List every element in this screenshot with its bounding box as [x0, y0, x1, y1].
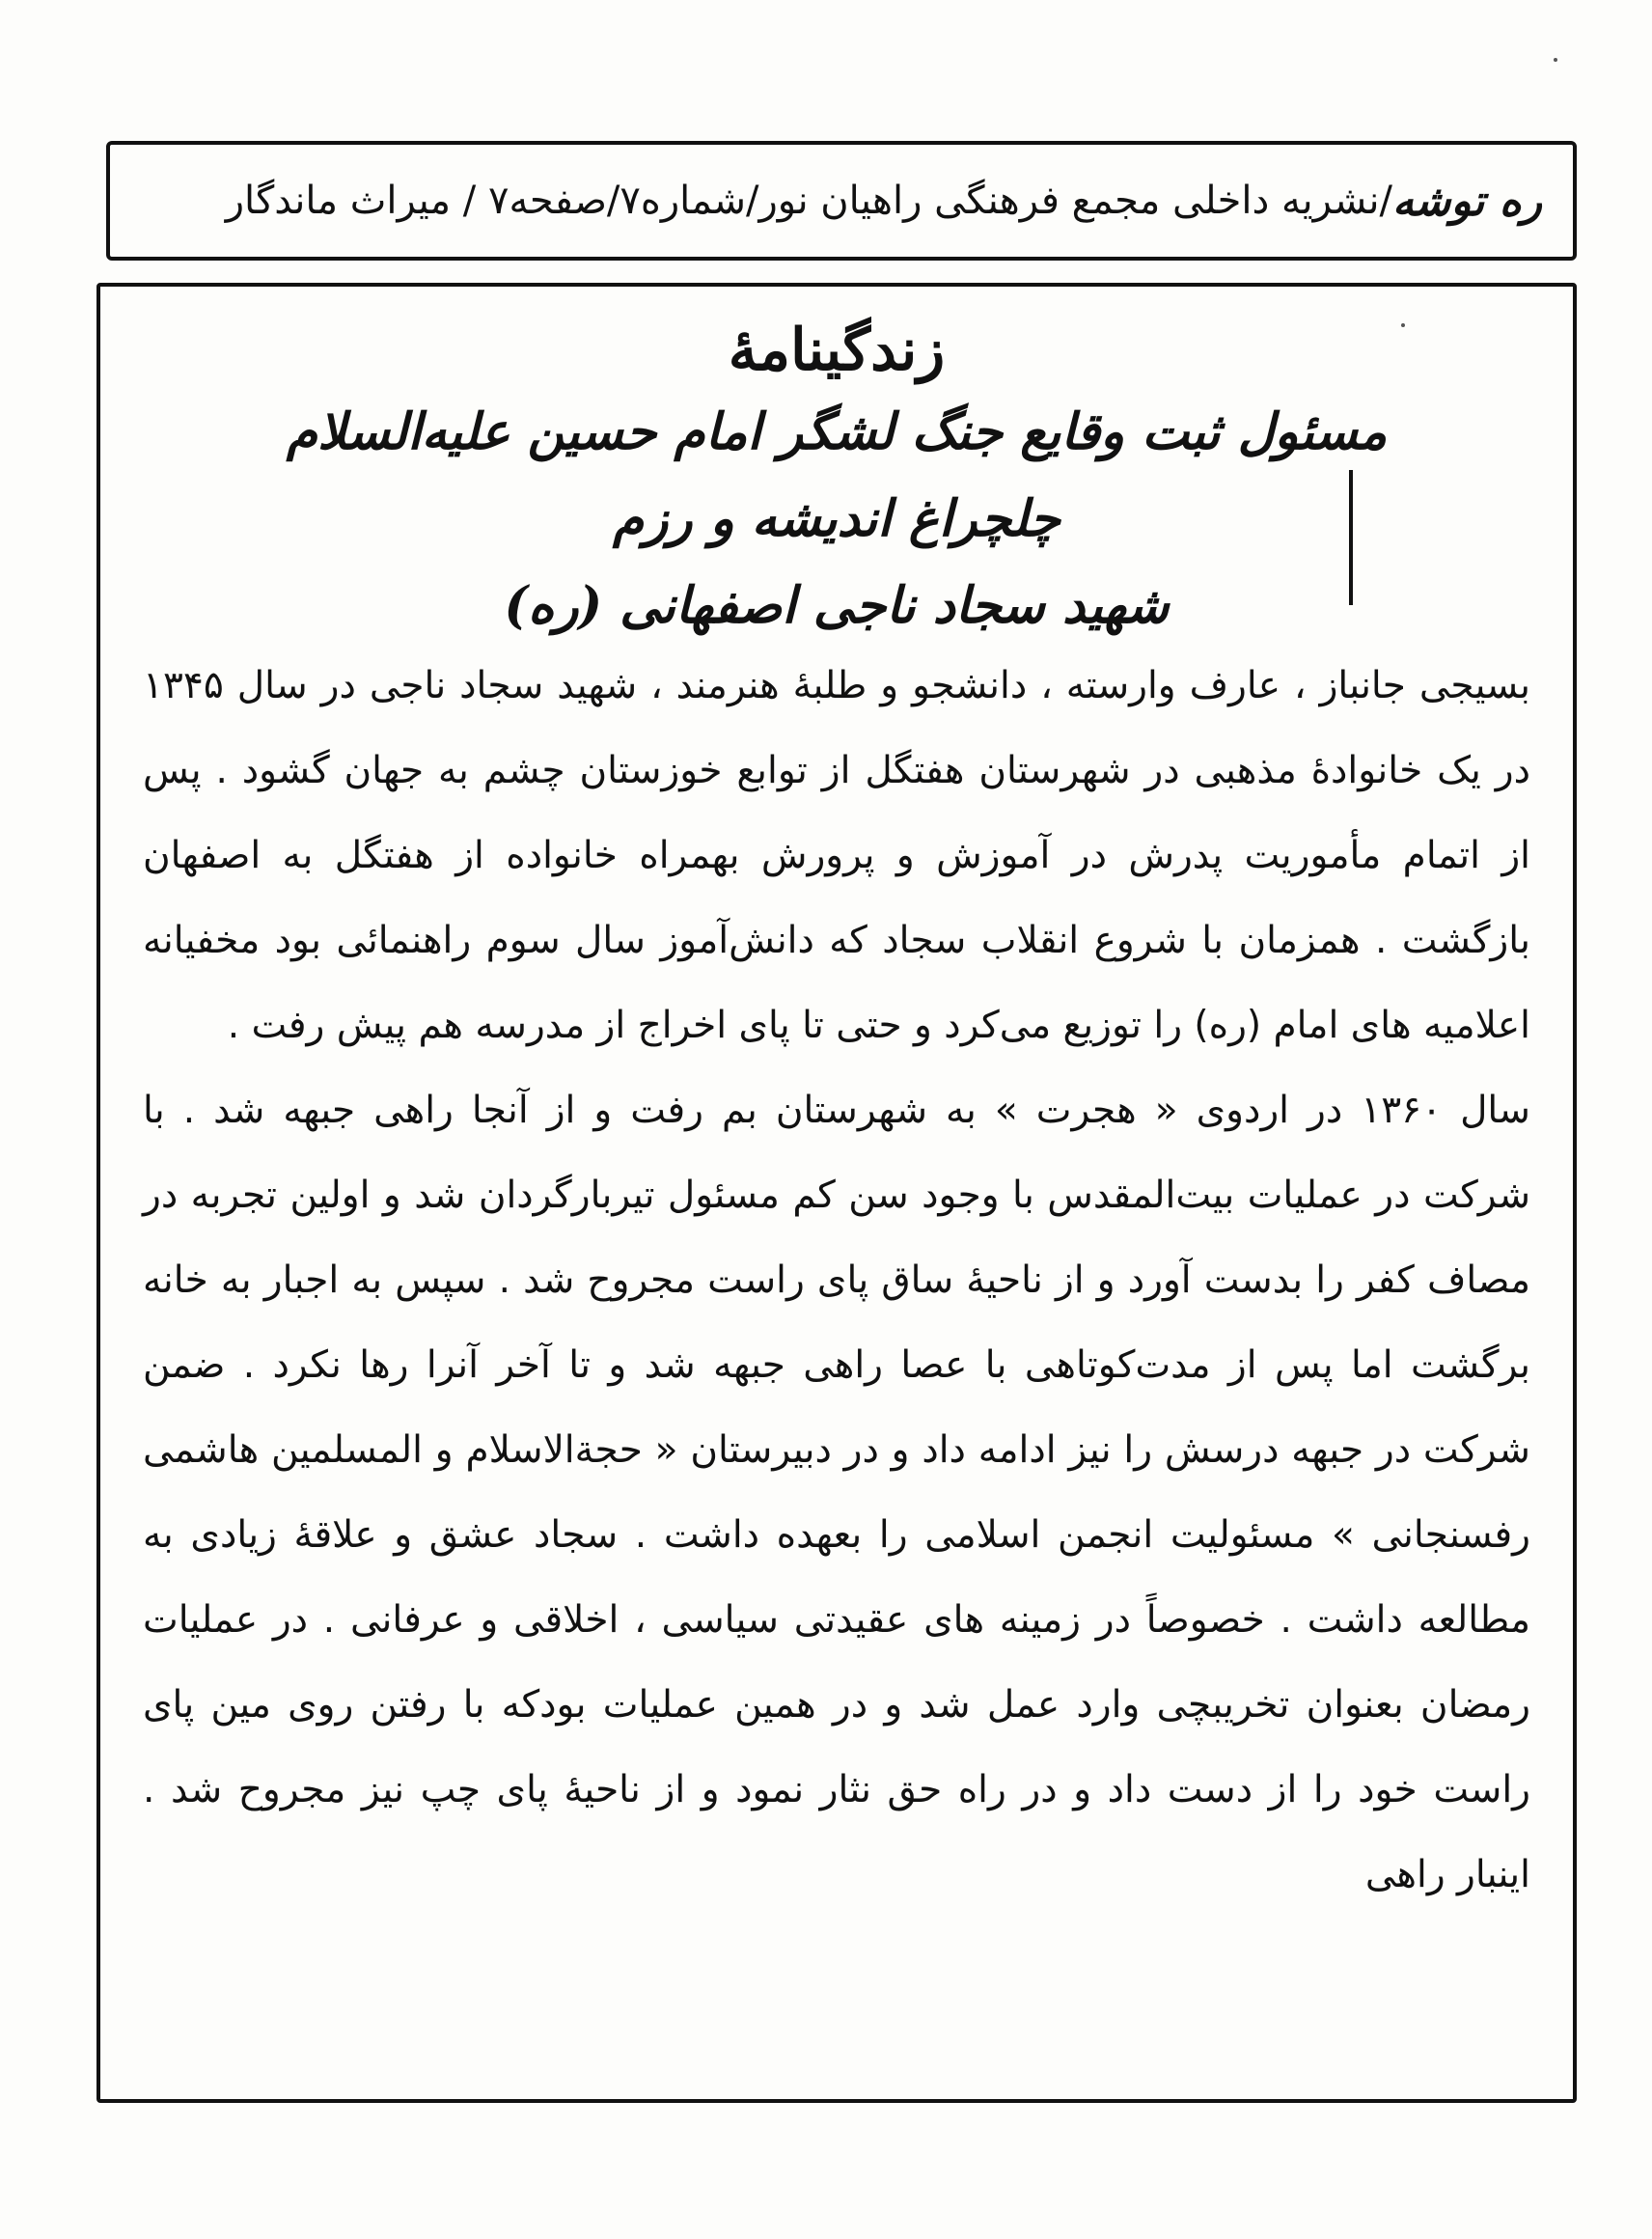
scan-speck [1401, 323, 1405, 327]
publication-brand: ره توشه [1391, 176, 1542, 226]
paragraph-2: سال ۱۳۶۰ در اردوی « هجرت » به شهرستان بم رفت و از آنجا راهی جبهه شد . با شرکت در عملیات بیت‌المقدس با وجود سن کم مسئول تیربارگردان شد و اولین تجربه در مصاف کفر را بدست آورد و از ناحیهٔ ساق پای راست مجروح شد . سپس به اجبار به خانه برگشت اما پس از مدت‌کوتاهی با عصا راهی جبهه شد و تا آخر آنرا رها نکرد . ضمن شرکت در جبهه درسش را نیز ادامه داد و در دبیرستان « حجة‌الاسلام و المسلمین هاشمی رفسنجانی » مسئولیت انجمن اسلامی را بعهده داشت . سجاد عشق و علاقهٔ زیادی به مطالعه داشت . خصوصاً در زمینه های عقیدتی سیاسی ، اخلاقی و عرفانی . در عملیات رمضان بعنوان تخریبچی وارد عمل شد و در همین عملیات بودکه با رفتن روی مین پای راست خود را از دست داد و در راه حق نثار نمود و از ناحیهٔ پای چپ نیز مجروح شد . اینبار راهی [143, 1089, 1530, 1896]
article-subtitle-3: شهید سجاد ناجی اصفهانی (ره) [504, 576, 1170, 635]
article-title: زندگینامهٔ [728, 317, 946, 384]
article-body [143, 644, 1530, 1918]
publication-details: /نشریه داخلی مجمع فرهنگی راهیان نور/شماره۷/صفحه۷ / میراث ماندگار [225, 179, 1392, 223]
publication-header [106, 141, 1577, 261]
article-subtitle-1: مسئول ثبت وقایع جنگ لشگر امام حسین علیه‌السلام [286, 402, 1388, 461]
scan-speck [1554, 58, 1557, 62]
paragraph-1: بسیجی جانباز ، عارف وارسته ، دانشجو و طلبهٔ هنرمند ، شهید سجاد ناجی در سال ۱۳۴۵ در یک خانوادهٔ مذهبی در شهرستان هفتگل از توابع خوزستان چشم به جهان گشود . پس از اتمام مأموریت پدرش در آموزش و پرورش بهمراه خانواده از هفتگل به اصفهان بازگشت . همزمان با شروع انقلاب سجاد که دانش‌آموز سال سوم راهنمائی بود مخفیانه اعلامیه های امام (ره) را توزیع می‌کرد و حتی تا پای اخراج از مدرسه هم پیش رفت . [143, 664, 1530, 1047]
article-frame [96, 283, 1577, 2103]
vertical-rule [1349, 470, 1353, 605]
article-subtitle-2: چلچراغ اندیشه و رزم [613, 489, 1060, 548]
